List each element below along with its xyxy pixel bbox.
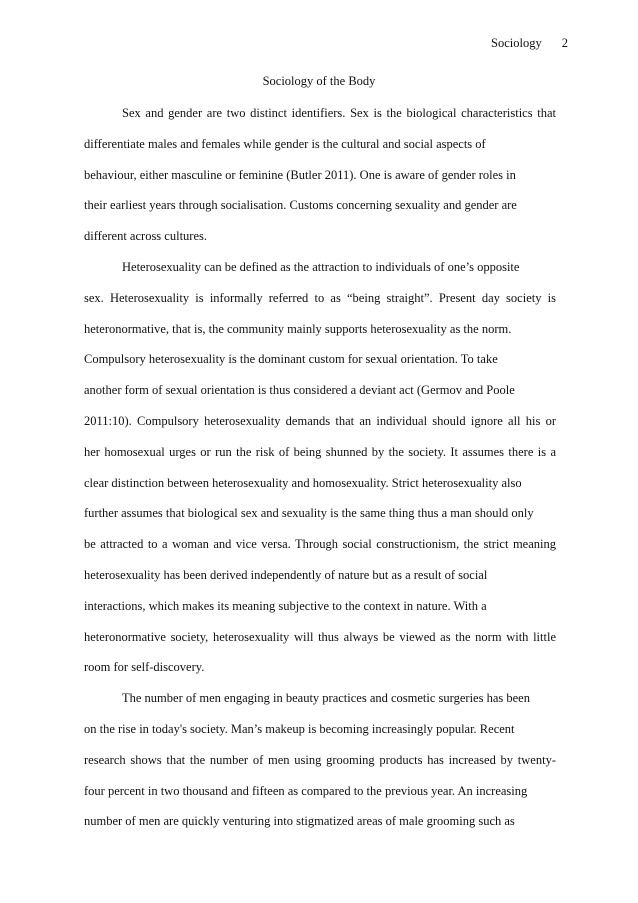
text-line: different across cultures. [84, 229, 207, 244]
text-line: further assumes that biological sex and sexuality is the same thing thus a man should only [84, 506, 534, 521]
text-line: heteronormative society, heterosexuality will thus always be viewed as the norm with little [84, 629, 556, 644]
text-line: heteronormative, that is, the community mainly supports heterosexuality as the norm. [84, 321, 512, 336]
text-line: The number of men engaging in beauty practices and cosmetic surgeries has been [122, 691, 530, 706]
page-header [491, 36, 568, 51]
text-line: four percent in two thousand and fifteen as compared to the previous year. An increasing [84, 783, 528, 798]
text-line: another form of sexual orientation is thus considered a deviant act (Germov and Poole [84, 383, 515, 398]
running-head: Sociology [491, 36, 542, 50]
document-title: Sociology of the Body [262, 74, 376, 88]
body-text [84, 98, 556, 837]
text-line: Heterosexuality can be defined as the attraction to individuals of one’s opposite [122, 259, 520, 274]
text-line: sex. Heterosexuality is informally referred to as “being straight”. Present day society is [84, 290, 556, 305]
text-line: their earliest years through socialisation. Customs concerning sexuality and gender are [84, 198, 517, 213]
text-line: heterosexuality has been derived independently of nature but as a result of social [84, 567, 488, 582]
page-number: 2 [561, 36, 568, 50]
text-line: be attracted to a woman and vice versa. Through social constructionism, the strict meaning [84, 537, 556, 552]
text-line: research shows that the number of men using grooming products has increased by twenty- [84, 752, 556, 767]
text-line: 2011:10). Compulsory heterosexuality demands that an individual should ignore all his or [84, 413, 556, 428]
text-line: Sex and gender are two distinct identifiers. Sex is the biological characteristics that [122, 106, 556, 120]
text-line: her homosexual urges or run the risk of being shunned by the society. It assumes there is a [84, 444, 556, 459]
text-line: behaviour, either masculine or feminine (Butler 2011). One is aware of gender roles in [84, 167, 516, 182]
text-line: Compulsory heterosexuality is the dominant custom for sexual orientation. To take [84, 352, 498, 367]
text-line: clear distinction between heterosexuality and homosexuality. Strict heterosexuality also [84, 475, 522, 490]
text-line: number of men are quickly venturing into stigmatized areas of male grooming such as [84, 814, 515, 829]
text-line: interactions, which makes its meaning subjective to the context in nature. With a [84, 598, 487, 613]
text-line: on the rise in today's society. Man’s makeup is becoming increasingly popular. Recent [84, 721, 515, 736]
text-line: room for self-discovery. [84, 660, 205, 675]
text-line: differentiate males and females while gender is the cultural and social aspects of [84, 136, 486, 151]
